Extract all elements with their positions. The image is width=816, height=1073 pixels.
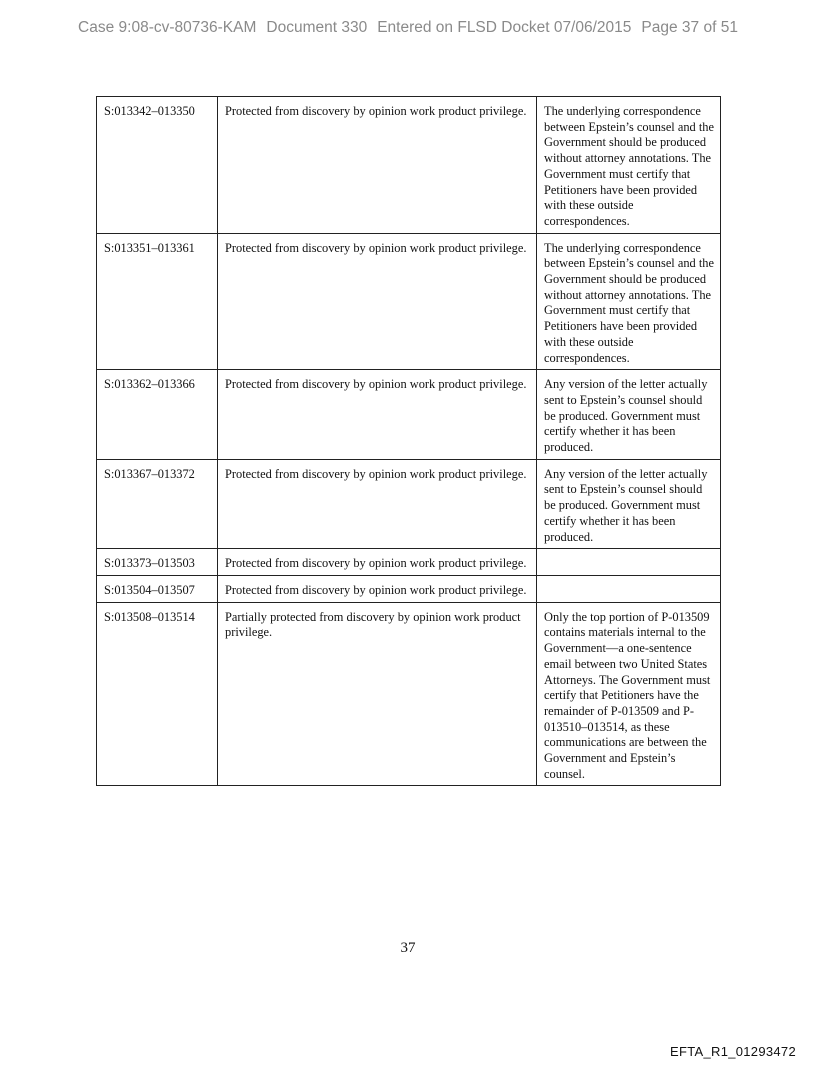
privilege-claim-cell: Protected from discovery by opinion work product privilege.: [218, 97, 537, 234]
ruling-cell: Any version of the letter actually sent to Epstein’s counsel should be produced. Government must certify whether it has been produced.: [537, 370, 721, 460]
table-row: [97, 97, 721, 234]
bates-range-cell: S:013362–013366: [97, 370, 218, 460]
ruling-cell: Only the top portion of P-013509 contains materials internal to the Government—a one-sentence email between two United States Attorneys. The Government must certify that Petitioners have the remainder of P-013509 and P-013510–013514, as these communications are between the Government and Epstein’s counsel.: [537, 602, 721, 786]
bates-range-cell: S:013351–013361: [97, 233, 218, 370]
document-number: Document 330: [266, 19, 368, 36]
privilege-claim-cell: Protected from discovery by opinion work product privilege.: [218, 233, 537, 370]
privilege-claim-cell: Protected from discovery by opinion work product privilege.: [218, 549, 537, 576]
ruling-cell: The underlying correspondence between Epstein’s counsel and the Government should be produced without attorney annotations. The Government must certify that Petitioners have been provided with these outside correspondences.: [537, 233, 721, 370]
page-number: 37: [400, 940, 416, 956]
privilege-log-table: [96, 96, 721, 786]
bates-range-cell: S:013367–013372: [97, 459, 218, 549]
table-row: [97, 370, 721, 460]
privilege-claim-cell: Protected from discovery by opinion work product privilege.: [218, 575, 537, 602]
court-filing-header: [0, 19, 816, 37]
table-row: [97, 233, 721, 370]
privilege-claim-cell: Protected from discovery by opinion work product privilege.: [218, 370, 537, 460]
table-row: [97, 575, 721, 602]
table-row: [97, 459, 721, 549]
docket-entry-date: Entered on FLSD Docket 07/06/2015: [377, 19, 632, 36]
ruling-cell: The underlying correspondence between Epstein’s counsel and the Government should be produced without attorney annotations. The Government must certify that Petitioners have been provided with these outside correspondences.: [537, 97, 721, 234]
page-of-total: Page 37 of 51: [641, 19, 738, 36]
privilege-claim-cell: Protected from discovery by opinion work product privilege.: [218, 459, 537, 549]
ruling-cell: [537, 575, 721, 602]
ruling-cell: Any version of the letter actually sent to Epstein’s counsel should be produced. Government must certify whether it has been produced.: [537, 459, 721, 549]
privilege-claim-cell: Partially protected from discovery by opinion work product privilege.: [218, 602, 537, 786]
table-row: [97, 549, 721, 576]
bates-range-cell: S:013373–013503: [97, 549, 218, 576]
ruling-cell: [537, 549, 721, 576]
bates-stamp: EFTA_R1_01293472: [670, 1044, 796, 1059]
bates-range-cell: S:013342–013350: [97, 97, 218, 234]
bates-range-cell: S:013508–013514: [97, 602, 218, 786]
case-number: Case 9:08-cv-80736-KAM: [78, 19, 257, 36]
table-row: [97, 602, 721, 786]
bates-range-cell: S:013504–013507: [97, 575, 218, 602]
